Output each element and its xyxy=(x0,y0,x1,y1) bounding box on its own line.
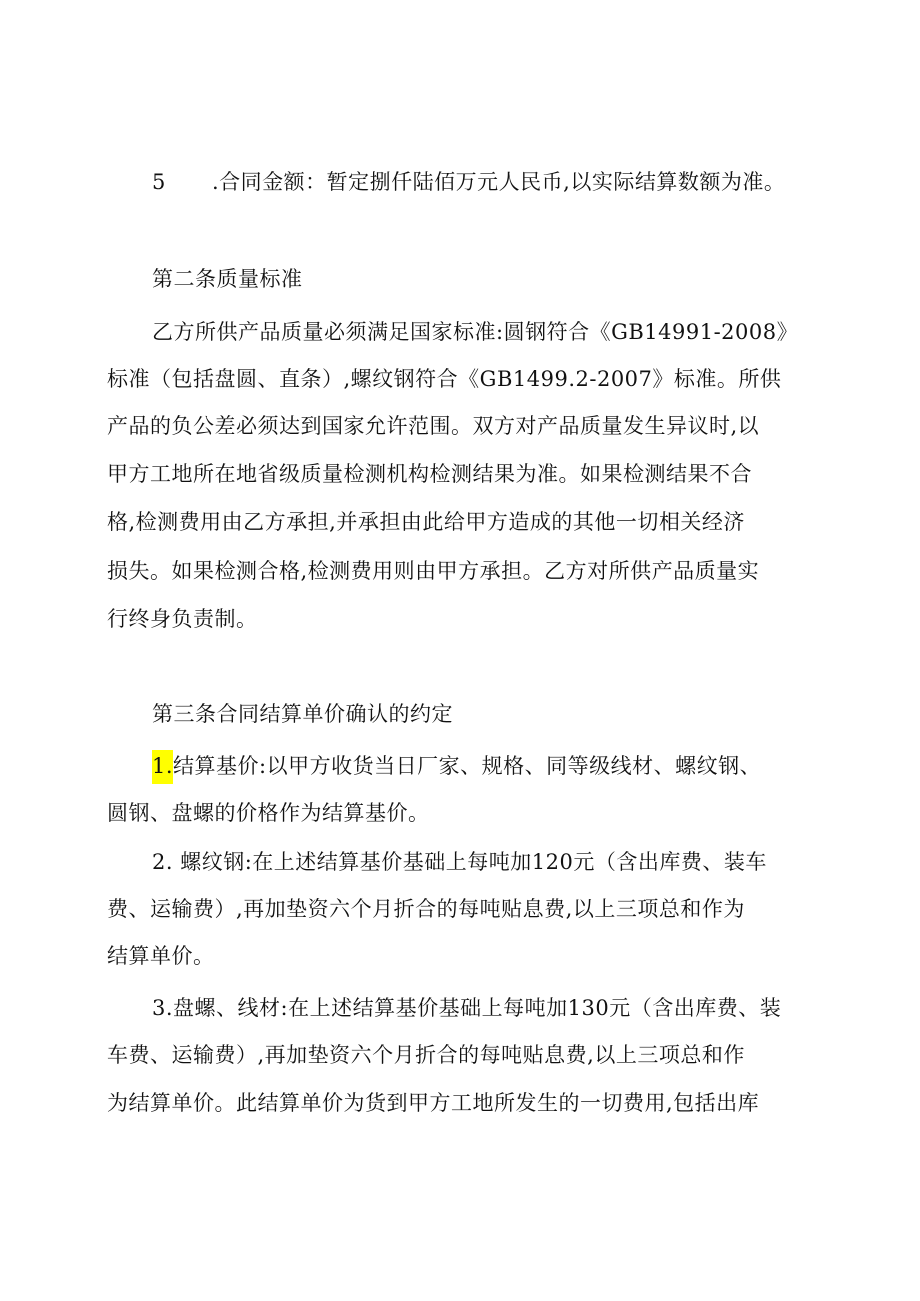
article3-item2-line: 费、运输费）,再加垫资六个月折合的每吨贴息费,以上三项总和作为 xyxy=(107,897,745,921)
article3-heading: 第三条合同结算单价确认的约定 xyxy=(152,702,453,726)
article3-item2-line: 2. 螺纹钢:在上述结算基价基础上每吨加120元（含出库费、装车 xyxy=(152,850,767,874)
article3-item3-line: 3.盘螺、线材:在上述结算基价基础上每吨加130元（含出库费、装 xyxy=(152,996,782,1020)
article3-item2-line: 结算单价。 xyxy=(107,944,215,968)
article2-line: 损失。如果检测合格,检测费用则由甲方承担。乙方对所供产品质量实 xyxy=(107,559,760,583)
article3-item1-line xyxy=(152,750,872,782)
item5-number: 5 xyxy=(152,170,166,194)
article2-line: 标准（包括盘圆、直条）,螺纹钢符合《GB1499.2-2007》标准。所供 xyxy=(107,367,782,391)
article3-item3-line: 为结算单价。此结算单价为货到甲方工地所发生的一切费用,包括出库 xyxy=(107,1091,760,1115)
article2-heading: 第二条质量标准 xyxy=(152,267,303,291)
item1-first-line: 结算基价:以甲方收货当日厂家、规格、同等级线材、螺纹钢、 xyxy=(173,754,762,778)
article3-item3-line: 车费、运输费）,再加垫资六个月折合的每吨贴息费,以上三项总和作 xyxy=(107,1043,745,1067)
article2-line: 产品的负公差必须达到国家允许范围。双方对产品质量发生异议时,以 xyxy=(107,414,760,438)
article3-item1-line: 圆钢、盘螺的价格作为结算基价。 xyxy=(107,801,430,825)
item5-text: .合同金额：暂定捌仟陆佰万元人民币,以实际结算数额为准。 xyxy=(212,170,786,194)
highlighted-item-number: 1. xyxy=(152,750,173,784)
article2-line: 行终身负责制。 xyxy=(107,607,258,631)
article2-line: 甲方工地所在地省级质量检测机构检测结果为准。如果检测结果不合 xyxy=(107,462,752,486)
article2-line: 乙方所供产品质量必须满足国家标准:圆钢符合《GB14991-2008》 xyxy=(152,320,799,344)
article2-line: 格,检测费用由乙方承担,并承担由此给甲方造成的其他一切相关经济 xyxy=(107,510,745,534)
